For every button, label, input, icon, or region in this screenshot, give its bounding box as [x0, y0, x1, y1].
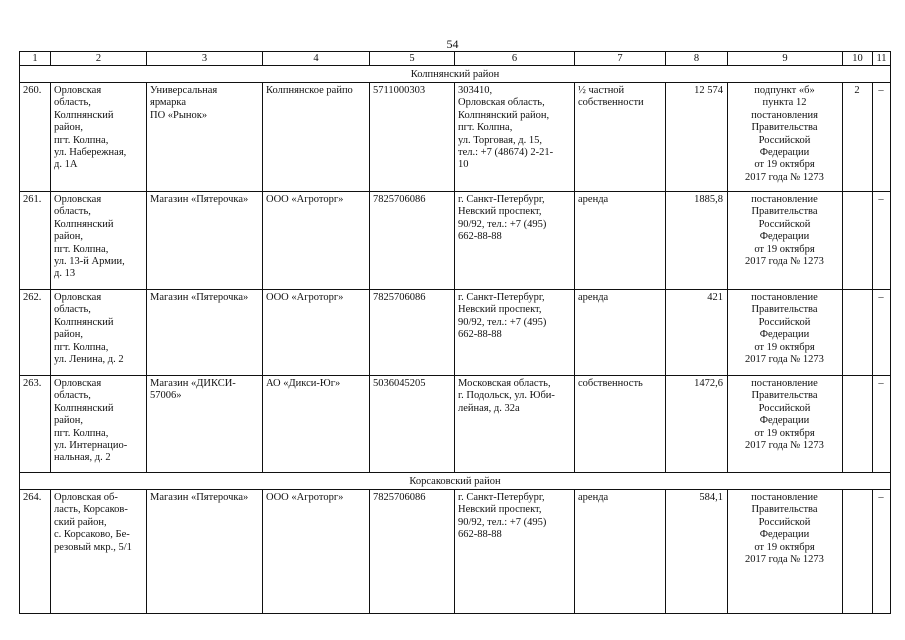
ownership-type: собственность: [575, 376, 666, 473]
object-name: Магазин «Пятерочка»: [147, 192, 263, 290]
column-11-value: –: [873, 290, 891, 376]
table-row: [20, 290, 891, 376]
column-number: 4: [263, 52, 370, 66]
owner-contact: 303410, Орловская область, Колпнянский район, пгт. Колпна, ул. Торговая, д. 15, тел.: +7 (48674) 2-21- 10: [455, 83, 575, 192]
column-number: 6: [455, 52, 575, 66]
object-name: Магазин «ДИКСИ- 57006»: [147, 376, 263, 473]
owner-inn: 5036045205: [370, 376, 455, 473]
table-row: [20, 376, 891, 473]
ownership-type: аренда: [575, 290, 666, 376]
owner-inn: 7825706086: [370, 192, 455, 290]
row-number: 262.: [20, 290, 51, 376]
owner-contact: Московская область, г. Подольск, ул. Юби- лейная, д. 32а: [455, 376, 575, 473]
owner-inn: 7825706086: [370, 490, 455, 614]
owner-contact: г. Санкт-Петербург, Невский проспект, 90/92, тел.: +7 (495) 662-88-88: [455, 290, 575, 376]
owner-contact: г. Санкт-Петербург, Невский проспект, 90/92, тел.: +7 (495) 662-88-88: [455, 192, 575, 290]
table-row: [20, 490, 891, 614]
area-value: 12 574: [666, 83, 728, 192]
owner-inn: 7825706086: [370, 290, 455, 376]
column-numbers-row: [20, 52, 891, 66]
column-11-value: –: [873, 490, 891, 614]
legal-basis: постановление Правительства Российской Федерации от 19 октября 2017 года № 1273: [728, 192, 843, 290]
owner-inn: 5711000303: [370, 83, 455, 192]
row-number: 263.: [20, 376, 51, 473]
column-10-value: 2: [843, 83, 873, 192]
column-number: 10: [843, 52, 873, 66]
column-10-value: [843, 376, 873, 473]
owner-name: Колпнянское райпо: [263, 83, 370, 192]
column-11-value: –: [873, 192, 891, 290]
column-11-value: –: [873, 376, 891, 473]
district-name: Колпнянский район: [20, 66, 891, 83]
column-number: 11: [873, 52, 891, 66]
area-value: 421: [666, 290, 728, 376]
legal-basis: постановление Правительства Российской Федерации от 19 октября 2017 года № 1273: [728, 290, 843, 376]
object-name: Магазин «Пятерочка»: [147, 290, 263, 376]
owner-name: АО «Дикси-Юг»: [263, 376, 370, 473]
column-number: 1: [20, 52, 51, 66]
owner-name: ООО «Агроторг»: [263, 290, 370, 376]
object-address: Орловская область, Колпнянский район, пгт. Колпна, ул. 13-й Армии, д. 13: [51, 192, 147, 290]
object-address: Орловская область, Колпнянский район, пгт. Колпна, ул. Ленина, д. 2: [51, 290, 147, 376]
object-address: Орловская область, Колпнянский район, пгт. Колпна, ул. Набережная, д. 1А: [51, 83, 147, 192]
area-value: 1885,8: [666, 192, 728, 290]
legal-basis: постановление Правительства Российской Федерации от 19 октября 2017 года № 1273: [728, 376, 843, 473]
area-value: 584,1: [666, 490, 728, 614]
ownership-type: аренда: [575, 192, 666, 290]
object-name: Магазин «Пятерочка»: [147, 490, 263, 614]
legal-basis: подпункт «б» пункта 12 постановления Правительства Российской Федерации от 19 октября 2017 года № 1273: [728, 83, 843, 192]
page-number: 54: [446, 37, 459, 51]
object-name: Универсальная ярмарка ПО «Рынок»: [147, 83, 263, 192]
column-number: 2: [51, 52, 147, 66]
district-name: Корсаковский район: [20, 473, 891, 490]
column-number: 9: [728, 52, 843, 66]
table-row: [20, 192, 891, 290]
legal-basis: постановление Правительства Российской Федерации от 19 октября 2017 года № 1273: [728, 490, 843, 614]
column-10-value: [843, 192, 873, 290]
column-number: 5: [370, 52, 455, 66]
owner-name: ООО «Агроторг»: [263, 490, 370, 614]
column-10-value: [843, 290, 873, 376]
column-number: 8: [666, 52, 728, 66]
owner-name: ООО «Агроторг»: [263, 192, 370, 290]
column-number: 7: [575, 52, 666, 66]
ownership-type: ½ частной собственности: [575, 83, 666, 192]
owner-contact: г. Санкт-Петербург, Невский проспект, 90/92, тел.: +7 (495) 662-88-88: [455, 490, 575, 614]
column-10-value: [843, 490, 873, 614]
column-number: 3: [147, 52, 263, 66]
table-row: [20, 83, 891, 192]
object-address: Орловская область, Колпнянский район, пгт. Колпна, ул. Интернацио- нальная, д. 2: [51, 376, 147, 473]
trade-objects-table: [19, 51, 891, 614]
district-header-row: [20, 66, 891, 83]
object-address: Орловская об- ласть, Корсаков- ский район, с. Корсаково, Бе- резовый мкр., 5/1: [51, 490, 147, 614]
area-value: 1472,6: [666, 376, 728, 473]
row-number: 261.: [20, 192, 51, 290]
column-11-value: –: [873, 83, 891, 192]
district-header-row: [20, 473, 891, 490]
row-number: 264.: [20, 490, 51, 614]
ownership-type: аренда: [575, 490, 666, 614]
row-number: 260.: [20, 83, 51, 192]
